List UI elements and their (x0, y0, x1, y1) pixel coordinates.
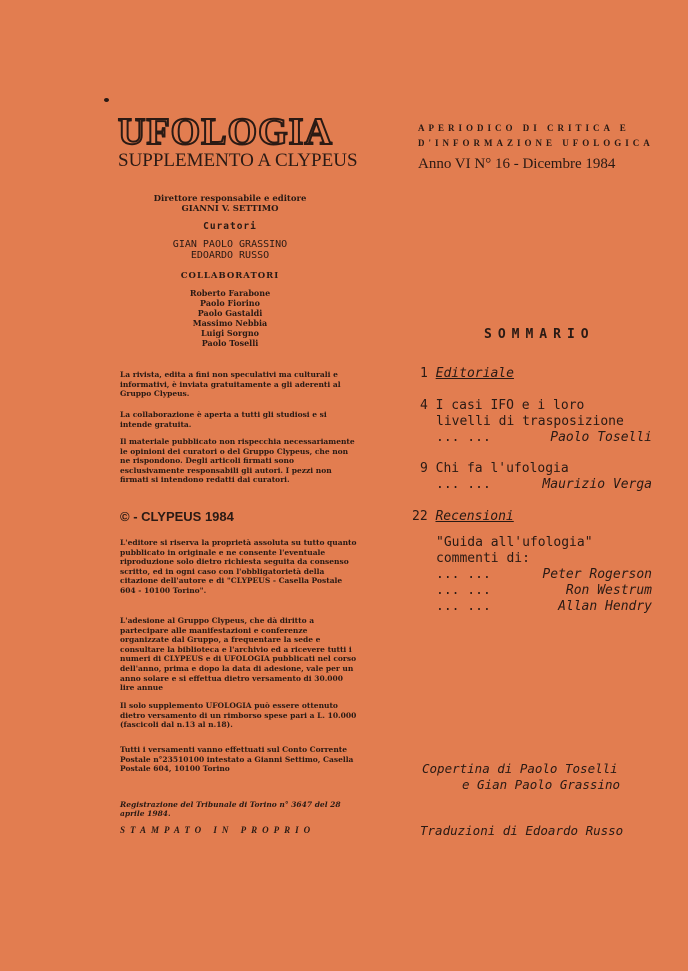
toc-leader: ... ... (436, 567, 491, 582)
toc-page: 9 (420, 461, 428, 476)
issue-info: Anno VI N° 16 - Dicembre 1984 (418, 156, 616, 172)
toc-page: 4 (420, 398, 428, 413)
curators-role: Curatori (203, 221, 257, 232)
toc-leader: ... ... (436, 477, 491, 492)
note-collaboration: La collaborazione è aperta a tutti gli studiosi e si intende gratuita. (120, 410, 327, 429)
reviewer-name: Peter Rogerson (542, 567, 652, 582)
cover-credit (422, 761, 620, 793)
toc-leader: ... ... (436, 430, 491, 445)
tagline-line-2: D'INFORMAZIONE UFOLOGICA (418, 138, 654, 148)
toc-item (420, 461, 660, 493)
toc-author: Paolo Toselli (550, 430, 652, 445)
collaborator-name: Paolo Toselli (201, 338, 259, 348)
review-block (436, 535, 660, 615)
note-distribution: La rivista, edita a fini non speculativi ma culturali e informativi, è inviata gratuitamente a gli aderenti al Gruppo Clypeus. (120, 370, 341, 399)
collaborator-name: Paolo Fiorino (200, 298, 260, 308)
printed-in-house: STAMPATO IN PROPRIO (120, 825, 316, 835)
credits-block (130, 194, 330, 348)
collaborator-name: Luigi Sorgno (201, 328, 259, 338)
note-membership: L'adesione al Gruppo Clypeus, che dà diritto a partecipare alle manifestazioni e conferenze organizzate dal Gruppo, a frequentare la sede e consultare la biblioteca e l'archivio ed a ricevere tutti i numeri di CLYPEUS e di UFOLOGIA pubblicati nel corso dell'anno, prima e dopo la data di adesione, vale per un anno solare e si effettua dietro versamento di 30.000 lire annue (120, 616, 357, 693)
toc-title: Recensioni (435, 509, 514, 524)
cover-credit-line-2: e Gian Paolo Grassino (462, 777, 621, 792)
collaborator-name: Paolo Gastaldi (197, 308, 263, 318)
toc-title: I casi IFO e i loro (435, 398, 585, 413)
cover-credit-line-1: Copertina di Paolo Toselli (422, 761, 618, 776)
director-role: Direttore responsabile e editore (153, 194, 307, 204)
collaborator-name: Roberto Farabone (189, 288, 271, 298)
translation-credit: Traduzioni di Edoardo Russo (420, 823, 624, 838)
masthead-subtitle: SUPPLEMENTO A CLYPEUS (118, 150, 358, 171)
curator-name: GIAN PAOLO GRASSINO (172, 239, 288, 250)
toc-item (412, 509, 514, 525)
tagline (418, 121, 658, 151)
reviewer-name: Ron Westrum (565, 583, 652, 598)
review-title: "Guida all'ufologia" (436, 535, 593, 550)
toc-item (420, 366, 514, 382)
toc-author: Maurizio Verga (542, 477, 652, 492)
toc-title-cont: livelli di trasposizione (436, 414, 624, 429)
collaborators-role: COLLABORATORI (180, 271, 280, 281)
sommario-title: SOMMARIO (484, 327, 595, 342)
collaborator-name: Massimo Nebbia (192, 318, 268, 328)
toc-page: 1 (420, 366, 428, 381)
registration: Registrazione del Tribunale di Torino n° 3647 del 28 aprile 1984. (120, 800, 341, 818)
director-name: GIANNI V. SETTIMO (181, 204, 279, 214)
masthead-title: UFOLOGIA (118, 111, 333, 153)
toc-page: 22 (412, 509, 428, 524)
note-payment: Tutti i versamenti vanno effettuati sul Conto Corrente Postale n°23510100 intestato a Gianni Settimo, Casella Postale 604, 10100 Torino (120, 745, 354, 774)
note-responsibility: Il materiale pubblicato non rispecchia necessariamente le opinioni dei curatori o del Gruppo Clypeus, che non ne rispondono. Degli articoli firmati sono esclusivamente responsabili gli autori. I pezzi non firmati si intendono redatti dai curatori. (120, 437, 355, 485)
curator-name: EDOARDO RUSSO (190, 250, 270, 261)
toc-item (420, 398, 660, 446)
reviewer-name: Allan Hendry (558, 599, 652, 614)
copyright: © - CLYPEUS 1984 (120, 509, 234, 524)
ink-speck (104, 98, 109, 102)
note-supplement-price: Il solo supplemento UFOLOGIA può essere ottenuto dietro versamento di un rimborso spese pari a L. 10.000 (fascicoli dal n.13 al n.18). (120, 701, 357, 730)
toc-title: Editoriale (435, 366, 514, 381)
toc-title: Chi fa l'ufologia (435, 461, 569, 476)
tagline-line-1: APERIODICO DI CRITICA E (418, 123, 630, 133)
toc-leader: ... ... (436, 599, 491, 614)
review-subtitle: commenti di: (436, 551, 530, 566)
toc-leader: ... ... (436, 583, 491, 598)
note-rights: L'editore si riserva la proprietà assoluta su tutto quanto pubblicato in originale e ne consente l'eventuale riproduzione solo dietro richiesta seguita da consenso scritto, ed in ogni caso con l'obbligatorietà della citazione dell'autore e di "CLYPEUS - Casella Postale 604 - 10100 Torino". (120, 538, 357, 595)
